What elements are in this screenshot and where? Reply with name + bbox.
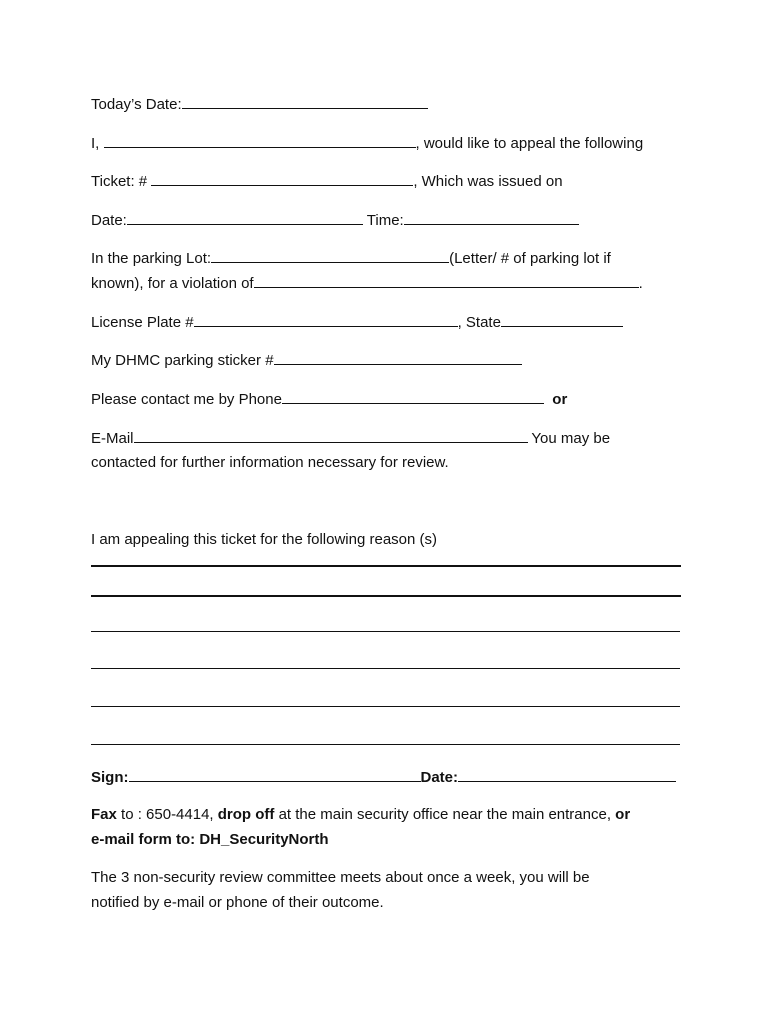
sign-date-field[interactable] xyxy=(458,767,676,782)
sticker-label: My DHMC parking sticker # xyxy=(91,352,274,369)
contact-note: contacted for further information necessary for review. xyxy=(91,454,449,471)
reason-line-2[interactable] xyxy=(91,595,681,597)
license-plate-field[interactable] xyxy=(194,312,458,327)
issue-date-field[interactable] xyxy=(127,210,363,225)
issued-on-text: , Which was issued on xyxy=(413,173,563,190)
fax-label: Fax xyxy=(91,806,117,823)
time-field[interactable] xyxy=(404,210,579,225)
violation-row xyxy=(91,273,643,294)
violation-label: known), for a violation of xyxy=(91,275,254,292)
sticker-field[interactable] xyxy=(274,350,522,365)
state-field[interactable] xyxy=(501,312,623,327)
fax-text: to : 650-4414, xyxy=(116,806,218,823)
sign-date-label: Date: xyxy=(420,769,459,786)
committee-line-2: notified by e-mail or phone of their outcome. xyxy=(91,894,384,911)
todays-date-row xyxy=(91,94,428,115)
signature-field[interactable] xyxy=(129,767,421,782)
reason-line-3[interactable] xyxy=(91,631,680,632)
submission-line-1 xyxy=(91,805,630,825)
phone-row xyxy=(91,389,567,410)
date-time-row xyxy=(91,210,579,231)
ticket-number-field[interactable] xyxy=(151,171,413,186)
email-label: E-Mail xyxy=(91,430,134,447)
parking-lot-hint: (Letter/ # of parking lot if xyxy=(449,250,611,267)
reason-line-1[interactable] xyxy=(91,565,681,567)
parking-lot-label: In the parking Lot: xyxy=(91,250,212,267)
todays-date-label: Today’s Date: xyxy=(91,96,182,113)
name-field[interactable] xyxy=(104,133,416,148)
phone-field[interactable] xyxy=(282,389,544,404)
sticker-row xyxy=(91,350,522,371)
email-row xyxy=(91,428,610,449)
violation-field[interactable] xyxy=(254,273,639,288)
reason-label: I am appealing this ticket for the following reason (s) xyxy=(91,531,438,548)
reason-line-5[interactable] xyxy=(91,706,680,707)
reason-line-4[interactable] xyxy=(91,668,680,669)
parking-lot-field[interactable] xyxy=(211,248,449,263)
dropoff-label: drop off xyxy=(217,806,275,823)
email-form-line: e-mail form to: DH_SecurityNorth xyxy=(91,831,329,848)
email-field[interactable] xyxy=(134,428,528,443)
dropoff-text: at the main security office near the main entrance, xyxy=(274,806,616,823)
license-plate-label: License Plate # xyxy=(91,314,194,331)
time-label: Time: xyxy=(366,212,404,229)
appeal-prefix: I, xyxy=(91,135,100,152)
or-label: or xyxy=(552,391,568,408)
violation-end: . xyxy=(638,275,643,292)
parking-lot-row xyxy=(91,248,611,269)
email-suffix: You may be xyxy=(527,430,611,447)
license-plate-row xyxy=(91,312,623,333)
appellant-row xyxy=(91,133,643,154)
footer-or-label: or xyxy=(615,806,631,823)
phone-label: Please contact me by Phone xyxy=(91,391,282,408)
sign-label: Sign: xyxy=(91,769,129,786)
appeal-suffix: , would like to appeal the following xyxy=(415,135,644,152)
ticket-label: Ticket: # xyxy=(91,173,148,190)
committee-line-1: The 3 non-security review committee meets about once a week, you will be xyxy=(91,869,590,886)
sign-row xyxy=(91,767,676,788)
todays-date-field[interactable] xyxy=(182,94,428,109)
reason-line-6[interactable] xyxy=(91,744,680,745)
state-label: , State xyxy=(457,314,501,331)
issue-date-label: Date: xyxy=(91,212,127,229)
ticket-row xyxy=(91,171,563,192)
